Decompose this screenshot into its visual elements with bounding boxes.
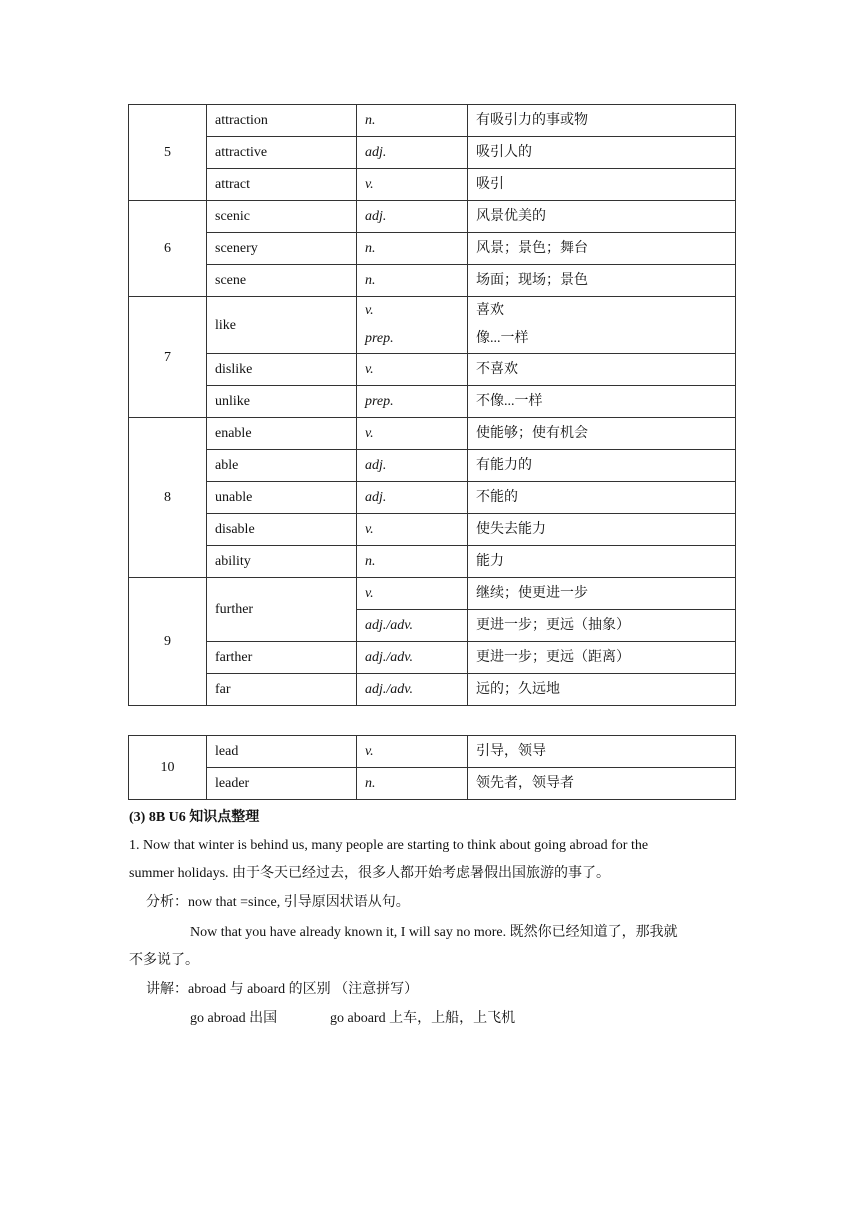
example-sentence: Now that you have already known it, I will say no more. 既然你已经知道了，那我就	[190, 925, 678, 940]
table-row	[129, 450, 736, 482]
pos-cell: v.	[357, 354, 468, 386]
meaning-cell: 吸引	[468, 169, 736, 201]
vocabulary-table	[128, 104, 736, 706]
meaning-cell: 使能够；使有机会	[468, 418, 736, 450]
meaning-cell: 使失去能力	[468, 514, 736, 546]
table-row	[129, 514, 736, 546]
meaning-cell: 吸引人的	[468, 137, 736, 169]
pos-cell	[357, 297, 468, 354]
word-cell: scenery	[207, 233, 357, 265]
meaning-line: 喜欢	[476, 303, 504, 318]
meaning-cell: 有能力的	[468, 450, 736, 482]
pos-cell: v.	[357, 514, 468, 546]
example-sentence: 不多说了。	[129, 953, 199, 968]
group-number: 10	[129, 736, 207, 800]
table-row	[129, 418, 736, 450]
meaning-cell: 不能的	[468, 482, 736, 514]
group-number: 7	[129, 297, 207, 418]
pos-cell: adj./adv.	[357, 642, 468, 674]
sentence-line: summer holidays. 由于冬天已经过去，很多人都开始考虑暑假出国旅游的事了。	[129, 866, 611, 881]
word-cell: able	[207, 450, 357, 482]
sentence-line: 1. Now that winter is behind us, many people are starting to think about going abroad for the	[129, 838, 649, 853]
meaning-cell: 领先者，领导者	[468, 768, 736, 800]
meaning-cell: 风景优美的	[468, 201, 736, 233]
pos-cell: v.	[357, 418, 468, 450]
pos-cell: n.	[357, 768, 468, 800]
word-cell: dislike	[207, 354, 357, 386]
meaning-cell: 远的；久远地	[468, 674, 736, 706]
word-cell: like	[207, 297, 357, 354]
vocabulary-table-continued	[128, 735, 736, 800]
word-cell: attract	[207, 169, 357, 201]
phrase-go-aboard: go aboard 上车，上船，上飞机	[330, 1011, 516, 1026]
pos-cell: n.	[357, 105, 468, 137]
pos-line: prep.	[365, 331, 394, 346]
word-cell: lead	[207, 736, 357, 768]
meaning-cell: 能力	[468, 546, 736, 578]
analysis-text: 分析：now that =since, 引导原因状语从句。	[146, 895, 410, 910]
table-row	[129, 201, 736, 233]
word-cell: scene	[207, 265, 357, 297]
meaning-cell: 有吸引力的事或物	[468, 105, 736, 137]
word-cell: farther	[207, 642, 357, 674]
meaning-cell: 更进一步；更远（距离）	[468, 642, 736, 674]
table-row	[129, 736, 736, 768]
meaning-cell: 不喜欢	[468, 354, 736, 386]
pos-cell: n.	[357, 233, 468, 265]
word-cell: far	[207, 674, 357, 706]
word-cell: leader	[207, 768, 357, 800]
pos-cell: adj.	[357, 482, 468, 514]
group-number: 8	[129, 418, 207, 578]
pos-cell: adj./adv.	[357, 610, 468, 642]
pos-cell: n.	[357, 265, 468, 297]
group-number: 9	[129, 578, 207, 706]
meaning-cell: 更进一步；更远（抽象）	[468, 610, 736, 642]
table-row	[129, 169, 736, 201]
pos-cell: v.	[357, 169, 468, 201]
pos-cell: adj./adv.	[357, 674, 468, 706]
table-row	[129, 354, 736, 386]
pos-cell: n.	[357, 546, 468, 578]
word-cell: unable	[207, 482, 357, 514]
table-row	[129, 768, 736, 800]
group-number: 5	[129, 105, 207, 201]
pos-cell: v.	[357, 736, 468, 768]
word-cell: enable	[207, 418, 357, 450]
group-number: 6	[129, 201, 207, 297]
pos-cell: adj.	[357, 450, 468, 482]
table-row	[129, 546, 736, 578]
word-cell: ability	[207, 546, 357, 578]
pos-cell: adj.	[357, 201, 468, 233]
word-cell: attraction	[207, 105, 357, 137]
word-cell: unlike	[207, 386, 357, 418]
meaning-cell: 引导，领导	[468, 736, 736, 768]
meaning-cell: 风景；景色；舞台	[468, 233, 736, 265]
pos-line: v.	[365, 303, 374, 318]
word-cell: scenic	[207, 201, 357, 233]
pos-cell: adj.	[357, 137, 468, 169]
table-row	[129, 137, 736, 169]
table-row	[129, 386, 736, 418]
table-row	[129, 674, 736, 706]
pos-cell: prep.	[357, 386, 468, 418]
word-cell: disable	[207, 514, 357, 546]
table-row	[129, 233, 736, 265]
meaning-cell: 场面；现场；景色	[468, 265, 736, 297]
table-row	[129, 482, 736, 514]
phrase-go-abroad: go abroad 出国	[190, 1011, 278, 1026]
table-row	[129, 642, 736, 674]
meaning-cell: 不像...一样	[468, 386, 736, 418]
word-cell: attractive	[207, 137, 357, 169]
pos-cell: v.	[357, 578, 468, 610]
table-row	[129, 297, 736, 354]
meaning-line: 像...一样	[476, 331, 529, 346]
word-cell: further	[207, 578, 357, 642]
meaning-cell: 继续；使更进一步	[468, 578, 736, 610]
table-row	[129, 105, 736, 137]
explanation-text: 讲解：abroad 与 aboard 的区别 （注意拼写）	[146, 982, 419, 997]
section-heading: (3) 8B U6 知识点整理	[129, 810, 260, 825]
meaning-cell	[468, 297, 736, 354]
table-row	[129, 578, 736, 610]
table-row	[129, 265, 736, 297]
